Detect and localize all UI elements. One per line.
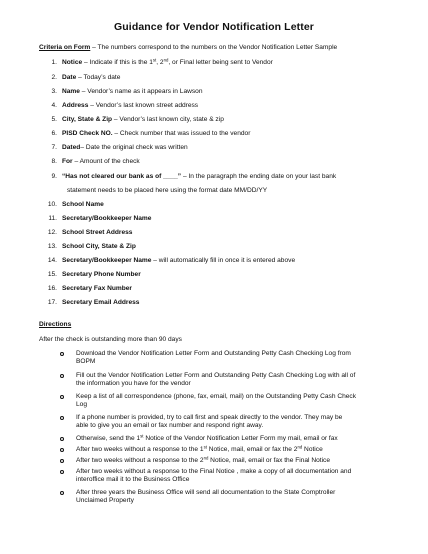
item-number: 10.	[47, 201, 57, 208]
item-label: Address	[62, 102, 89, 109]
item-number: 5.	[51, 116, 57, 123]
criteria-item-16	[40, 285, 132, 293]
item-text: – Today’s date	[76, 74, 121, 81]
criteria-item-17	[40, 299, 139, 307]
direction-text: Notice, mail, email or fax the 2	[206, 446, 298, 453]
item-label: “Has not cleared our bank as of ____”	[62, 173, 182, 180]
item-number: 11.	[48, 215, 57, 222]
direction-text: the information you have for the vendor	[76, 380, 191, 387]
superscript: st	[203, 444, 207, 450]
criteria-item-2	[40, 74, 120, 82]
item-number: 16.	[47, 285, 57, 292]
item-text: – Check number that was issued to the vendor	[112, 130, 251, 137]
criteria-item-14	[40, 257, 295, 265]
item-number: 8.	[51, 158, 57, 165]
item-number: 4.	[51, 102, 57, 109]
criteria-item-15	[40, 271, 141, 279]
direction-text: Download the Vendor Notification Letter Form and Outstanding Petty Cash Checking Log from	[76, 350, 351, 357]
direction-text: Fill out the Vendor Notification Letter Form and Outstanding Petty Cash Checking Log with all of	[76, 372, 356, 379]
item-number: 9.	[51, 173, 57, 180]
item-label: Secretary Email Address	[62, 299, 140, 306]
item-number: 1.	[51, 59, 57, 66]
hollow-bullet-icon	[60, 416, 64, 420]
hollow-bullet-icon	[60, 448, 64, 452]
page-title: Guidance for Vendor Notification Letter	[114, 21, 314, 33]
direction-text: If a phone number is provided, try to call first and speak directly to the vendor. They may be	[76, 414, 343, 421]
criteria-item-3	[40, 88, 203, 96]
item-label: PISD Check NO.	[62, 130, 113, 137]
item-label: Secretary Fax Number	[62, 285, 133, 292]
hollow-bullet-icon	[60, 437, 64, 441]
item-number: 12.	[47, 229, 57, 236]
direction-text: Notice	[302, 446, 323, 453]
direction-text: Notice of the Vendor Notification Letter Form my mail, email or fax	[143, 435, 338, 442]
direction-text: Keep a list of all correspondence (phone, fax, email, mail) on the Outstanding Petty Cash Check	[76, 393, 357, 400]
item-number: 3.	[51, 88, 57, 95]
item-label: Dated	[62, 144, 81, 151]
hollow-bullet-icon	[60, 395, 64, 399]
item-text: – will automatically fill in once it is entered above	[151, 257, 296, 264]
item-text: – Date the original check was written	[80, 144, 188, 151]
superscript: nd	[297, 444, 303, 450]
item-label: For	[62, 158, 73, 165]
direction-text: interoffice mail it to the Business Office	[76, 476, 190, 483]
direction-text: able to give you an email or fax number and respond right away.	[76, 422, 264, 429]
superscript: st	[140, 433, 144, 439]
item-text: – Vendor’s last known street address	[88, 102, 199, 109]
hollow-bullet-icon	[60, 459, 64, 463]
hollow-bullet-icon	[60, 470, 64, 474]
item-label: School Street Address	[62, 229, 133, 236]
criteria-item-4	[40, 102, 198, 110]
criteria-item-9-continuation: statement needs to be placed here using the format date MM/DD/YY	[67, 187, 268, 194]
item-number: 17.	[47, 299, 57, 306]
item-text: – In the paragraph the ending date on your last bank	[181, 173, 337, 180]
criteria-item-8	[40, 158, 140, 166]
criteria-item-7	[40, 144, 188, 152]
item-text: – Vendor’s last known city, state & zip	[112, 116, 224, 123]
direction-text: Log	[76, 401, 88, 408]
criteria-intro-text: – The numbers correspond to the numbers on the Vendor Notification Letter Sample	[90, 44, 338, 51]
item-number: 15.	[47, 271, 57, 278]
item-label: City, State & Zip	[62, 116, 113, 123]
hollow-bullet-icon	[60, 352, 64, 356]
item-text: – Amount of the check	[72, 158, 140, 165]
hollow-bullet-icon	[60, 374, 64, 378]
item-label: Secretary/Bookkeeper Name	[62, 215, 152, 222]
direction-text: Notice, mail, email or fax the Final Notice	[208, 457, 331, 464]
item-label: Name	[62, 88, 80, 95]
item-label: School Name	[62, 201, 104, 208]
superscript: nd	[203, 455, 209, 461]
item-label: Date	[62, 74, 77, 81]
criteria-item-11	[40, 215, 151, 223]
item-number: 7.	[51, 144, 57, 151]
criteria-item-13	[40, 243, 136, 251]
hollow-bullet-icon	[60, 491, 64, 495]
criteria-intro	[39, 44, 337, 51]
criteria-item-12	[40, 229, 132, 237]
criteria-heading: Criteria on Form	[39, 44, 91, 51]
item-label: Secretary/Bookkeeper Name	[62, 257, 152, 264]
item-number: 14.	[47, 257, 57, 264]
direction-text: After three years the Business Office will send all documentation to the State Comptroller	[76, 489, 336, 496]
item-text: , or Final letter being sent to Vendor	[168, 59, 273, 66]
direction-text: After two weeks without a response to the 1	[76, 446, 204, 453]
direction-text: BOPM	[76, 358, 96, 365]
item-number: 2.	[51, 74, 57, 81]
criteria-item-1	[40, 59, 273, 67]
superscript: st	[152, 57, 157, 63]
criteria-item-9	[40, 173, 336, 181]
item-text: – Indicate if this is the 1	[82, 59, 153, 66]
direction-text: After two weeks without a response to the 2	[76, 457, 204, 464]
item-label: Secretary Phone Number	[62, 271, 141, 278]
item-text: – Vendor’s name as it appears in Lawson	[79, 88, 203, 95]
item-label: Notice	[62, 59, 83, 66]
superscript: nd	[163, 57, 169, 63]
direction-text: Otherwise, send the 1	[76, 435, 141, 442]
direction-text: Unclaimed Property	[76, 497, 134, 504]
criteria-item-5	[40, 116, 224, 124]
direction-text: After two weeks without a response to the Final Notice , make a copy of all documentation and	[76, 468, 352, 475]
item-label: School City, State & Zip	[62, 243, 136, 250]
directions-heading: Directions	[39, 321, 72, 328]
item-text: , 2	[156, 59, 164, 66]
item-number: 13.	[47, 243, 57, 250]
criteria-item-6	[40, 130, 250, 138]
criteria-item-10	[40, 201, 104, 209]
item-number: 6.	[51, 130, 57, 137]
directions-lead: After the check is outstanding more than 90 days	[39, 336, 182, 343]
